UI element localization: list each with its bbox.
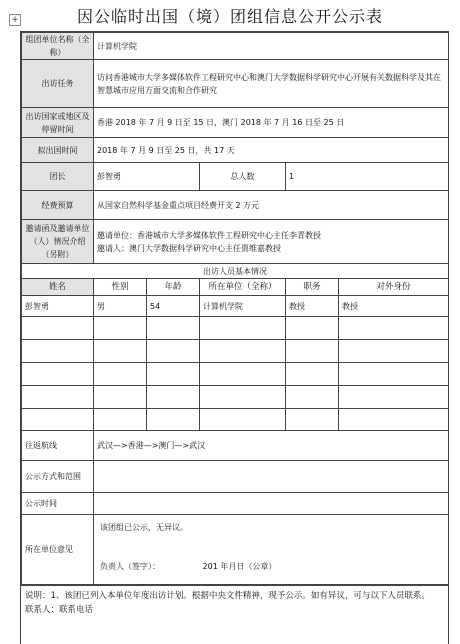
- page-title: 因公临时出国（境）团组信息公开公示表: [76, 7, 383, 26]
- time-row: [22, 138, 449, 163]
- member-position: [286, 340, 339, 363]
- method-label: 公示方式和范围: [22, 461, 94, 493]
- member-age: [147, 363, 200, 386]
- table-row: [22, 409, 449, 431]
- members-header-row: [22, 279, 449, 296]
- signature-date: 201 年月日（公章）: [202, 562, 277, 571]
- member-position: [286, 386, 339, 409]
- route-label: 往返航线: [22, 431, 94, 461]
- invite-unit: 邀请单位：香港城市大学多媒体软件工程研究中心主任李青教授: [97, 230, 321, 240]
- unit-label: 组团单位名称（全称）: [22, 33, 94, 60]
- header-age: 年龄: [147, 279, 200, 296]
- member-gender: [94, 317, 147, 340]
- member-position: 教授: [286, 296, 339, 317]
- header-name: 姓名: [22, 279, 94, 296]
- time-label: 拟出国时间: [22, 138, 94, 163]
- leader-row: [22, 163, 449, 191]
- publicity-form: [20, 31, 449, 644]
- member-age: [147, 409, 200, 431]
- invite-label: 邀请函及邀请单位（人）情况介绍（另附）: [22, 220, 94, 264]
- header-unit: 所在单位（全称）: [200, 279, 286, 296]
- signer-label: 负责人（签字）：: [100, 562, 160, 571]
- task-row: [22, 60, 449, 108]
- member-name: [22, 409, 94, 431]
- route-row: [22, 431, 449, 461]
- budget-label: 经费预算: [22, 191, 94, 220]
- table-row: [22, 363, 449, 386]
- country-value: 香港 2018 年 7 月 9 日至 15 日，澳门 2018 年 7 月 16 日至 25 日: [94, 108, 449, 138]
- leader-label: 团长: [22, 163, 94, 191]
- member-name: [22, 386, 94, 409]
- member-gender: [94, 363, 147, 386]
- table-row: [22, 317, 449, 340]
- country-label: 出访国家或地区及停留时间: [22, 108, 94, 138]
- member-name: [22, 340, 94, 363]
- invite-row: [22, 220, 449, 264]
- info-table: [21, 32, 449, 585]
- member-gender: [94, 386, 147, 409]
- member-age: 54: [147, 296, 200, 317]
- unit-value: 计算机学院: [94, 33, 449, 60]
- member-identity: 教授: [339, 296, 449, 317]
- member-unit: [200, 386, 286, 409]
- member-name: [22, 363, 94, 386]
- footer-explanation: 说明：1、该团已列入本单位年度出访计划。根据中央文件精神，现予公示。如有异议，可与以下人员联系。: [25, 591, 430, 601]
- footer-contact: 联系人：联系电话: [25, 605, 94, 615]
- header-identity: 对外身份: [339, 279, 449, 296]
- footer-note: [21, 585, 448, 620]
- opinion-row: [22, 515, 449, 585]
- signature-line: [100, 560, 442, 573]
- invite-person: 邀请人：澳门大学数据科学研究中心主任贾维嘉教授: [97, 243, 281, 253]
- member-unit: [200, 340, 286, 363]
- opinion-cell: [94, 515, 449, 585]
- header-gender: 性别: [94, 279, 147, 296]
- member-gender: [94, 340, 147, 363]
- member-position: [286, 317, 339, 340]
- member-identity: [339, 340, 449, 363]
- method-value: [94, 461, 449, 493]
- member-identity: [339, 409, 449, 431]
- budget-value: 从国家自然科学基金重点项目经费开支 2 万元: [94, 191, 449, 220]
- member-name: 彭智勇: [22, 296, 94, 317]
- publicity-time-value: [94, 493, 449, 515]
- member-unit: [200, 363, 286, 386]
- member-name: [22, 317, 94, 340]
- budget-row: [22, 191, 449, 220]
- total-label: 总人数: [200, 163, 286, 191]
- method-row: [22, 461, 449, 493]
- task-label: 出访任务: [22, 60, 94, 108]
- total-value: 1: [286, 163, 449, 191]
- unit-row: [22, 33, 449, 60]
- member-position: [286, 409, 339, 431]
- time-value: 2018 年 7 月 9 日至 25 日，共 17 天: [94, 138, 449, 163]
- member-unit: [200, 317, 286, 340]
- country-row: [22, 108, 449, 138]
- opinion-label: 所在单位意见: [22, 515, 94, 585]
- member-age: [147, 317, 200, 340]
- leader-value: 彭智勇: [94, 163, 200, 191]
- header-position: 职务: [286, 279, 339, 296]
- publicity-time-label: 公示时间: [22, 493, 94, 515]
- member-gender: [94, 409, 147, 431]
- member-identity: [339, 363, 449, 386]
- member-age: [147, 386, 200, 409]
- member-unit: 计算机学院: [200, 296, 286, 317]
- invite-cell: [94, 220, 449, 264]
- member-identity: [339, 317, 449, 340]
- member-gender: 男: [94, 296, 147, 317]
- member-unit: [200, 409, 286, 431]
- member-identity: [339, 386, 449, 409]
- members-section-title: 出访人员基本情况: [22, 264, 449, 279]
- table-row: [22, 386, 449, 409]
- table-row: [22, 340, 449, 363]
- opinion-text: 该团组已公示，无异议。: [100, 523, 188, 532]
- task-value: 访问香港城市大学多媒体软件工程研究中心和澳门大学数据科学研究中心开展有关数据科学及其在智慧城市应用方面交流和合作研究: [94, 60, 449, 108]
- publicity-time-row: [22, 493, 449, 515]
- members-section-row: [22, 264, 449, 279]
- table-row: [22, 296, 449, 317]
- route-value: 武汉—>香港—>澳门—>武汉: [94, 431, 449, 461]
- member-position: [286, 363, 339, 386]
- member-age: [147, 340, 200, 363]
- table-move-handle-icon[interactable]: +: [9, 14, 21, 26]
